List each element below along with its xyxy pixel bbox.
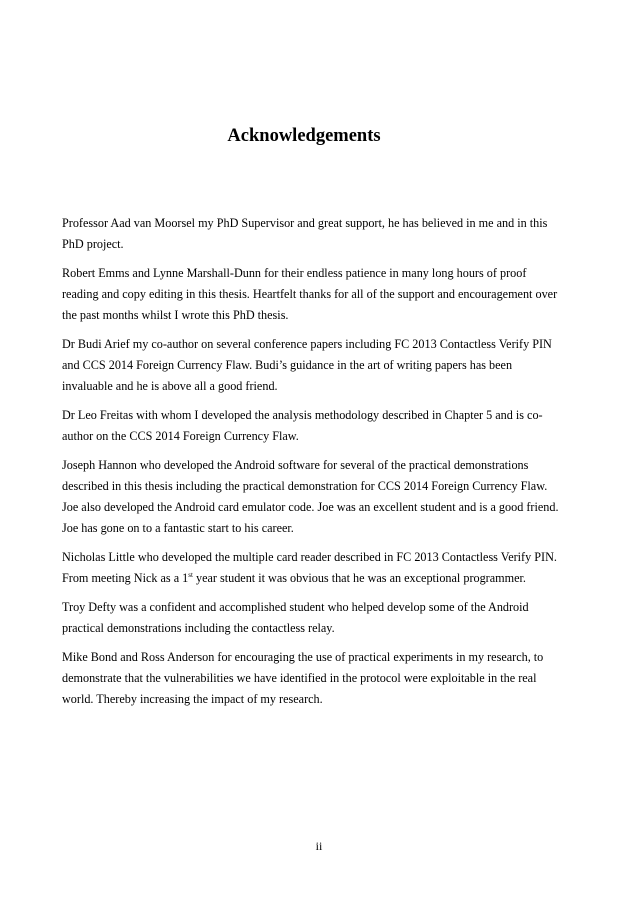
paragraph-moorsel: Professor Aad van Moorsel my PhD Supervisor and great support, he has believed in me and in this PhD project. <box>62 216 548 251</box>
paragraph-little-text-end: year student it was obvious that he was an exceptional programmer. <box>192 571 526 585</box>
paragraph-hannon: Joseph Hannon who developed the Android software for several of the practical demonstrations described in this thesis including the practical demonstration for CCS 2014 Foreign Currency Flaw. Joe also developed the Android card emulator code. Joe was an excellent student and is a good friend. Joe has gone on to a fantastic start to his career. <box>62 458 559 535</box>
acknowledgements-body <box>62 213 562 718</box>
paragraph-little-text-start: Nicholas Little who developed the multiple card reader described in FC 2013 Contactless Verify PIN. From meeting Nick as a 1 <box>62 550 557 585</box>
paragraph-bond-anderson: Mike Bond and Ross Anderson for encouraging the use of practical experiments in my research, to demonstrate that the vulnerabilities we have identified in the protocol were exploitable in the real world. Thereby increasing the impact of my research. <box>62 650 544 706</box>
paragraph-arief: Dr Budi Arief my co-author on several conference papers including FC 2013 Contactless Verify PIN and CCS 2014 Foreign Currency Flaw. Budi’s guidance in the art of writing papers has been invaluable and he is above all a good friend. <box>62 337 552 393</box>
paragraph-emms-marshall-dunn: Robert Emms and Lynne Marshall-Dunn for their endless patience in many long hours of proof reading and copy editing in this thesis. Heartfelt thanks for all of the support and encouragement over the past months whilst I wrote this PhD thesis. <box>62 266 558 322</box>
paragraph-freitas: Dr Leo Freitas with whom I developed the analysis methodology described in Chapter 5 and is co-author on the CCS 2014 Foreign Currency Flaw. <box>62 408 543 443</box>
page-title: Acknowledgements <box>227 126 381 146</box>
paragraph-defty: Troy Defty was a confident and accomplished student who helped develop some of the Android practical demonstrations including the contactless relay. <box>62 600 529 635</box>
ordinal-superscript: st <box>188 571 193 579</box>
page-number: ii <box>315 839 323 853</box>
paragraph-little <box>62 547 562 589</box>
